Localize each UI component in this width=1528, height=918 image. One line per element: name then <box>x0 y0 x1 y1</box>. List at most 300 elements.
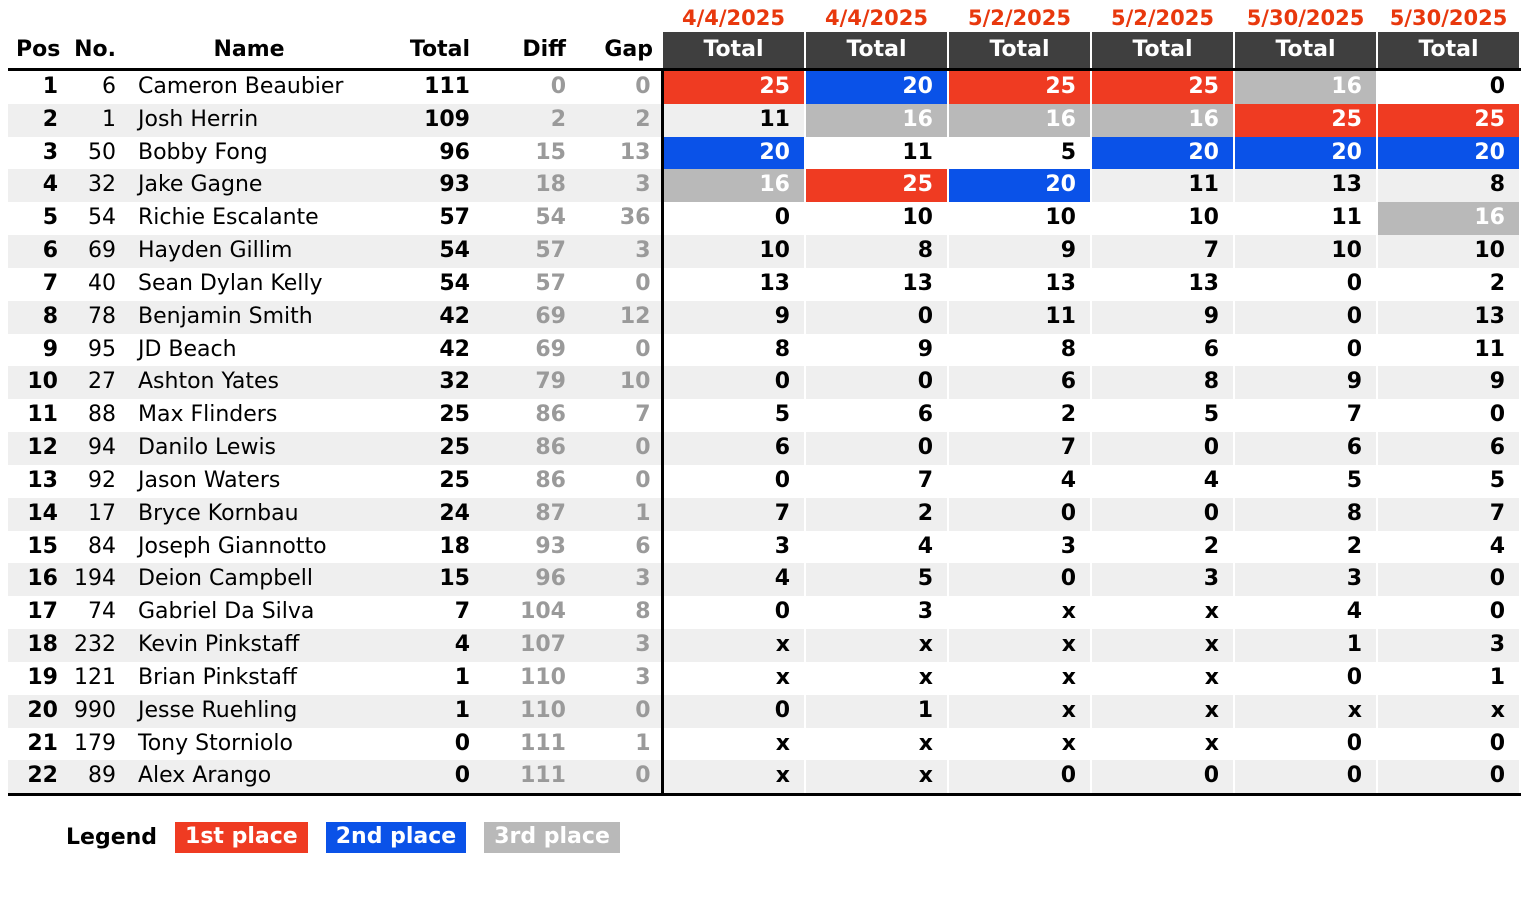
cell-race-3-points: 0 <box>948 498 1091 531</box>
column-header-row <box>8 32 1520 70</box>
cell-race-6-points: 0 <box>1377 563 1520 596</box>
cell-race-2-points: 0 <box>805 432 948 465</box>
cell-race-6-points: 6 <box>1377 432 1520 465</box>
cell-race-4-points: x <box>1091 629 1234 662</box>
cell-number: 232 <box>66 629 124 662</box>
race-date-1: 4/4/2025 <box>681 6 785 30</box>
cell-number: 94 <box>66 432 124 465</box>
table-row[interactable] <box>8 202 1520 235</box>
cell-race-1-points: 0 <box>662 596 805 629</box>
table-row[interactable] <box>8 695 1520 728</box>
header-race-total-3[interactable]: Total <box>948 32 1091 70</box>
cell-total: 1 <box>374 662 478 695</box>
table-row[interactable] <box>8 760 1520 794</box>
cell-position: 13 <box>8 465 66 498</box>
cell-race-1-points: 0 <box>662 202 805 235</box>
cell-number: 89 <box>66 760 124 794</box>
cell-position: 5 <box>8 202 66 235</box>
cell-diff: 57 <box>478 268 574 301</box>
cell-number: 6 <box>66 70 124 104</box>
cell-diff: 111 <box>478 728 574 761</box>
cell-race-6-points: 25 <box>1377 104 1520 137</box>
cell-gap: 3 <box>574 169 662 202</box>
cell-position: 18 <box>8 629 66 662</box>
cell-total: 57 <box>374 202 478 235</box>
cell-number: 121 <box>66 662 124 695</box>
cell-race-1-points: x <box>662 760 805 794</box>
cell-number: 54 <box>66 202 124 235</box>
table-row[interactable] <box>8 498 1520 531</box>
cell-race-3-points: 10 <box>948 202 1091 235</box>
cell-race-4-points: 10 <box>1091 202 1234 235</box>
cell-race-1-points: 9 <box>662 301 805 334</box>
cell-race-2-points: 7 <box>805 465 948 498</box>
cell-position: 3 <box>8 137 66 170</box>
cell-race-5-points: 16 <box>1234 70 1377 104</box>
race-date-5: 5/30/2025 <box>1246 6 1365 30</box>
cell-race-3-points: 4 <box>948 465 1091 498</box>
cell-diff: 104 <box>478 596 574 629</box>
cell-race-5-points: 7 <box>1234 399 1377 432</box>
cell-diff: 15 <box>478 137 574 170</box>
cell-rider-name: Brian Pinkstaff <box>124 662 374 695</box>
table-row[interactable] <box>8 268 1520 301</box>
cell-race-3-points: 7 <box>948 432 1091 465</box>
cell-race-2-points: 0 <box>805 301 948 334</box>
cell-race-1-points: 10 <box>662 235 805 268</box>
cell-race-4-points: x <box>1091 695 1234 728</box>
cell-race-6-points: 10 <box>1377 235 1520 268</box>
cell-race-6-points: 8 <box>1377 169 1520 202</box>
cell-gap: 0 <box>574 465 662 498</box>
cell-rider-name: Deion Campbell <box>124 563 374 596</box>
cell-race-3-points: 25 <box>948 70 1091 104</box>
cell-total: 25 <box>374 432 478 465</box>
cell-diff: 107 <box>478 629 574 662</box>
cell-race-1-points: x <box>662 728 805 761</box>
cell-total: 93 <box>374 169 478 202</box>
cell-rider-name: Max Flinders <box>124 399 374 432</box>
cell-race-5-points: x <box>1234 695 1377 728</box>
date-spacer-5 <box>478 6 574 32</box>
cell-rider-name: Josh Herrin <box>124 104 374 137</box>
cell-race-2-points: 2 <box>805 498 948 531</box>
cell-race-3-points: 0 <box>948 760 1091 794</box>
cell-gap: 3 <box>574 629 662 662</box>
cell-position: 6 <box>8 235 66 268</box>
cell-race-5-points: 10 <box>1234 235 1377 268</box>
cell-race-4-points: x <box>1091 596 1234 629</box>
cell-gap: 13 <box>574 137 662 170</box>
table-row[interactable] <box>8 235 1520 268</box>
cell-race-4-points: 25 <box>1091 70 1234 104</box>
cell-race-6-points: 20 <box>1377 137 1520 170</box>
cell-position: 16 <box>8 563 66 596</box>
cell-total: 24 <box>374 498 478 531</box>
cell-race-2-points: 4 <box>805 531 948 564</box>
cell-race-3-points: 3 <box>948 531 1091 564</box>
cell-race-3-points: 0 <box>948 563 1091 596</box>
cell-race-1-points: x <box>662 629 805 662</box>
cell-rider-name: Cameron Beaubier <box>124 70 374 104</box>
table-row[interactable] <box>8 465 1520 498</box>
cell-race-2-points: 0 <box>805 366 948 399</box>
date-spacer-1 <box>8 6 66 32</box>
header-gap[interactable]: Gap <box>574 32 662 70</box>
cell-race-6-points: 0 <box>1377 70 1520 104</box>
cell-total: 42 <box>374 301 478 334</box>
cell-rider-name: Joseph Giannotto <box>124 531 374 564</box>
cell-race-3-points: 20 <box>948 169 1091 202</box>
cell-race-6-points: 2 <box>1377 268 1520 301</box>
cell-race-2-points: 9 <box>805 334 948 367</box>
cell-total: 96 <box>374 137 478 170</box>
cell-total: 15 <box>374 563 478 596</box>
cell-diff: 79 <box>478 366 574 399</box>
cell-race-4-points: 13 <box>1091 268 1234 301</box>
cell-race-4-points: 4 <box>1091 465 1234 498</box>
cell-position: 4 <box>8 169 66 202</box>
header-diff[interactable]: Diff <box>478 32 574 70</box>
cell-race-4-points: 6 <box>1091 334 1234 367</box>
cell-race-1-points: 6 <box>662 432 805 465</box>
cell-race-2-points: x <box>805 760 948 794</box>
cell-race-1-points: 4 <box>662 563 805 596</box>
cell-number: 78 <box>66 301 124 334</box>
cell-number: 27 <box>66 366 124 399</box>
cell-gap: 1 <box>574 498 662 531</box>
cell-race-5-points: 25 <box>1234 104 1377 137</box>
cell-race-4-points: 11 <box>1091 169 1234 202</box>
cell-race-5-points: 0 <box>1234 760 1377 794</box>
cell-total: 109 <box>374 104 478 137</box>
cell-diff: 69 <box>478 334 574 367</box>
cell-race-2-points: 25 <box>805 169 948 202</box>
cell-race-5-points: 2 <box>1234 531 1377 564</box>
cell-race-3-points: x <box>948 662 1091 695</box>
cell-race-6-points: 0 <box>1377 596 1520 629</box>
cell-race-4-points: 9 <box>1091 301 1234 334</box>
cell-race-5-points: 0 <box>1234 301 1377 334</box>
cell-race-5-points: 0 <box>1234 334 1377 367</box>
cell-position: 9 <box>8 334 66 367</box>
header-race-total-4[interactable]: Total <box>1091 32 1234 70</box>
cell-gap: 2 <box>574 104 662 137</box>
cell-race-4-points: 0 <box>1091 760 1234 794</box>
cell-rider-name: Richie Escalante <box>124 202 374 235</box>
cell-race-6-points: x <box>1377 695 1520 728</box>
cell-race-3-points: x <box>948 695 1091 728</box>
cell-gap: 10 <box>574 366 662 399</box>
cell-position: 2 <box>8 104 66 137</box>
cell-race-5-points: 0 <box>1234 268 1377 301</box>
cell-number: 50 <box>66 137 124 170</box>
cell-diff: 87 <box>478 498 574 531</box>
cell-diff: 18 <box>478 169 574 202</box>
cell-rider-name: Danilo Lewis <box>124 432 374 465</box>
legend-first-place: 1st place <box>175 822 308 853</box>
cell-number: 1 <box>66 104 124 137</box>
cell-race-1-points: 7 <box>662 498 805 531</box>
cell-race-2-points: 3 <box>805 596 948 629</box>
cell-position: 8 <box>8 301 66 334</box>
cell-race-6-points: 1 <box>1377 662 1520 695</box>
cell-number: 40 <box>66 268 124 301</box>
race-date-4: 5/2/2025 <box>1110 6 1214 30</box>
header-name[interactable]: Name <box>124 32 374 70</box>
cell-race-6-points: 0 <box>1377 728 1520 761</box>
cell-race-3-points: x <box>948 629 1091 662</box>
cell-gap: 0 <box>574 334 662 367</box>
cell-race-6-points: 0 <box>1377 399 1520 432</box>
cell-race-2-points: 1 <box>805 695 948 728</box>
legend-third-place: 3rd place <box>484 822 620 853</box>
cell-race-5-points: 11 <box>1234 202 1377 235</box>
cell-race-3-points: 11 <box>948 301 1091 334</box>
cell-race-5-points: 1 <box>1234 629 1377 662</box>
cell-rider-name: Hayden Gillim <box>124 235 374 268</box>
cell-number: 194 <box>66 563 124 596</box>
cell-rider-name: Kevin Pinkstaff <box>124 629 374 662</box>
header-race-total-6[interactable]: Total <box>1377 32 1520 70</box>
cell-total: 25 <box>374 399 478 432</box>
cell-race-1-points: x <box>662 662 805 695</box>
cell-rider-name: Jason Waters <box>124 465 374 498</box>
cell-race-3-points: 6 <box>948 366 1091 399</box>
cell-diff: 93 <box>478 531 574 564</box>
table-row[interactable] <box>8 432 1520 465</box>
cell-race-1-points: 3 <box>662 531 805 564</box>
header-race-total-1[interactable]: Total <box>662 32 805 70</box>
legend-title: Legend <box>66 825 158 851</box>
cell-rider-name: Ashton Yates <box>124 366 374 399</box>
cell-total: 18 <box>374 531 478 564</box>
cell-rider-name: Jesse Ruehling <box>124 695 374 728</box>
cell-race-3-points: 2 <box>948 399 1091 432</box>
cell-race-4-points: 0 <box>1091 498 1234 531</box>
table-row[interactable] <box>8 301 1520 334</box>
table-row[interactable] <box>8 629 1520 662</box>
cell-rider-name: Bobby Fong <box>124 137 374 170</box>
date-spacer-3 <box>124 6 374 32</box>
cell-number: 88 <box>66 399 124 432</box>
cell-race-4-points: 3 <box>1091 563 1234 596</box>
cell-rider-name: Gabriel Da Silva <box>124 596 374 629</box>
cell-diff: 86 <box>478 399 574 432</box>
race-date-2: 4/4/2025 <box>824 6 928 30</box>
table-row[interactable] <box>8 334 1520 367</box>
cell-position: 22 <box>8 760 66 794</box>
legend <box>8 822 1520 853</box>
cell-diff: 69 <box>478 301 574 334</box>
cell-race-2-points: x <box>805 728 948 761</box>
cell-race-4-points: 5 <box>1091 399 1234 432</box>
cell-race-5-points: 0 <box>1234 662 1377 695</box>
cell-total: 32 <box>374 366 478 399</box>
cell-race-2-points: 16 <box>805 104 948 137</box>
cell-position: 15 <box>8 531 66 564</box>
header-total[interactable]: Total <box>374 32 478 70</box>
cell-race-5-points: 6 <box>1234 432 1377 465</box>
cell-race-5-points: 5 <box>1234 465 1377 498</box>
cell-race-4-points: 7 <box>1091 235 1234 268</box>
race-date-3: 5/2/2025 <box>967 6 1071 30</box>
cell-race-3-points: x <box>948 728 1091 761</box>
header-pos[interactable]: Pos <box>8 32 66 70</box>
cell-rider-name: Alex Arango <box>124 760 374 794</box>
cell-gap: 1 <box>574 728 662 761</box>
cell-gap: 3 <box>574 662 662 695</box>
cell-race-3-points: 8 <box>948 334 1091 367</box>
cell-gap: 6 <box>574 531 662 564</box>
cell-race-6-points: 9 <box>1377 366 1520 399</box>
cell-race-6-points: 11 <box>1377 334 1520 367</box>
header-no[interactable]: No. <box>66 32 124 70</box>
cell-race-5-points: 9 <box>1234 366 1377 399</box>
cell-race-2-points: 13 <box>805 268 948 301</box>
cell-rider-name: Benjamin Smith <box>124 301 374 334</box>
header-race-total-2[interactable]: Total <box>805 32 948 70</box>
date-spacer-2 <box>66 6 124 32</box>
cell-gap: 0 <box>574 760 662 794</box>
cell-race-5-points: 20 <box>1234 137 1377 170</box>
table-row[interactable] <box>8 563 1520 596</box>
cell-total: 0 <box>374 760 478 794</box>
table-head <box>8 6 1520 70</box>
cell-total: 7 <box>374 596 478 629</box>
cell-gap: 7 <box>574 399 662 432</box>
cell-race-6-points: 16 <box>1377 202 1520 235</box>
table-body <box>8 70 1520 795</box>
cell-race-1-points: 13 <box>662 268 805 301</box>
cell-race-4-points: x <box>1091 662 1234 695</box>
cell-race-6-points: 0 <box>1377 760 1520 794</box>
cell-rider-name: Jake Gagne <box>124 169 374 202</box>
cell-gap: 0 <box>574 695 662 728</box>
table-row[interactable] <box>8 137 1520 170</box>
legend-second-place: 2nd place <box>326 822 466 853</box>
cell-gap: 8 <box>574 596 662 629</box>
cell-race-5-points: 0 <box>1234 728 1377 761</box>
cell-diff: 111 <box>478 760 574 794</box>
cell-race-4-points: 8 <box>1091 366 1234 399</box>
date-spacer-6 <box>574 6 662 32</box>
cell-race-1-points: 20 <box>662 137 805 170</box>
cell-rider-name: Sean Dylan Kelly <box>124 268 374 301</box>
cell-race-4-points: 20 <box>1091 137 1234 170</box>
cell-race-1-points: 0 <box>662 465 805 498</box>
cell-race-2-points: 5 <box>805 563 948 596</box>
cell-gap: 0 <box>574 70 662 104</box>
cell-position: 10 <box>8 366 66 399</box>
cell-race-4-points: x <box>1091 728 1234 761</box>
date-spacer-4 <box>374 6 478 32</box>
cell-race-1-points: 11 <box>662 104 805 137</box>
cell-diff: 110 <box>478 695 574 728</box>
cell-diff: 86 <box>478 465 574 498</box>
cell-position: 17 <box>8 596 66 629</box>
cell-race-5-points: 8 <box>1234 498 1377 531</box>
cell-diff: 96 <box>478 563 574 596</box>
cell-race-6-points: 4 <box>1377 531 1520 564</box>
cell-gap: 0 <box>574 432 662 465</box>
header-race-total-5[interactable]: Total <box>1234 32 1377 70</box>
cell-race-4-points: 16 <box>1091 104 1234 137</box>
cell-diff: 2 <box>478 104 574 137</box>
cell-race-2-points: 6 <box>805 399 948 432</box>
cell-position: 20 <box>8 695 66 728</box>
cell-race-3-points: 9 <box>948 235 1091 268</box>
race-date-6: 5/30/2025 <box>1389 6 1508 30</box>
cell-position: 21 <box>8 728 66 761</box>
cell-race-1-points: 25 <box>662 70 805 104</box>
race-date-row <box>8 6 1520 32</box>
cell-race-6-points: 13 <box>1377 301 1520 334</box>
cell-race-2-points: 8 <box>805 235 948 268</box>
cell-race-3-points: 13 <box>948 268 1091 301</box>
table-row[interactable] <box>8 728 1520 761</box>
cell-number: 95 <box>66 334 124 367</box>
cell-race-6-points: 3 <box>1377 629 1520 662</box>
cell-gap: 36 <box>574 202 662 235</box>
cell-diff: 110 <box>478 662 574 695</box>
table-row[interactable] <box>8 70 1520 104</box>
cell-gap: 3 <box>574 563 662 596</box>
cell-total: 1 <box>374 695 478 728</box>
cell-position: 19 <box>8 662 66 695</box>
cell-race-4-points: 2 <box>1091 531 1234 564</box>
cell-race-2-points: 20 <box>805 70 948 104</box>
cell-race-2-points: x <box>805 662 948 695</box>
cell-total: 0 <box>374 728 478 761</box>
cell-position: 1 <box>8 70 66 104</box>
cell-race-6-points: 5 <box>1377 465 1520 498</box>
cell-race-1-points: 0 <box>662 695 805 728</box>
cell-race-2-points: x <box>805 629 948 662</box>
cell-diff: 57 <box>478 235 574 268</box>
cell-number: 69 <box>66 235 124 268</box>
table-row[interactable] <box>8 399 1520 432</box>
cell-total: 42 <box>374 334 478 367</box>
cell-race-5-points: 4 <box>1234 596 1377 629</box>
cell-diff: 0 <box>478 70 574 104</box>
cell-race-1-points: 8 <box>662 334 805 367</box>
table-row[interactable] <box>8 104 1520 137</box>
cell-rider-name: Tony Storniolo <box>124 728 374 761</box>
table-row[interactable] <box>8 531 1520 564</box>
standings-table <box>8 6 1521 796</box>
cell-rider-name: Bryce Kornbau <box>124 498 374 531</box>
table-row[interactable] <box>8 596 1520 629</box>
cell-race-6-points: 7 <box>1377 498 1520 531</box>
cell-total: 111 <box>374 70 478 104</box>
cell-rider-name: JD Beach <box>124 334 374 367</box>
cell-race-1-points: 0 <box>662 366 805 399</box>
table-row[interactable] <box>8 366 1520 399</box>
cell-number: 74 <box>66 596 124 629</box>
cell-race-1-points: 5 <box>662 399 805 432</box>
cell-number: 32 <box>66 169 124 202</box>
cell-number: 92 <box>66 465 124 498</box>
table-row[interactable] <box>8 169 1520 202</box>
cell-position: 14 <box>8 498 66 531</box>
cell-total: 25 <box>374 465 478 498</box>
cell-race-5-points: 3 <box>1234 563 1377 596</box>
cell-race-4-points: 0 <box>1091 432 1234 465</box>
table-row[interactable] <box>8 662 1520 695</box>
cell-number: 179 <box>66 728 124 761</box>
cell-race-3-points: 5 <box>948 137 1091 170</box>
